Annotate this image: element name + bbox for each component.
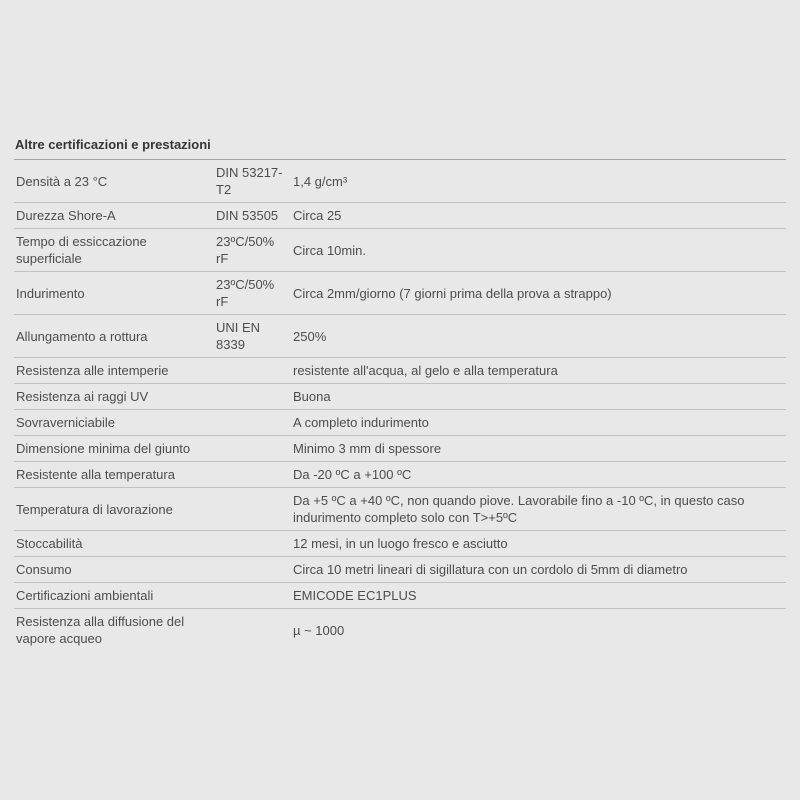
table-row <box>14 315 786 358</box>
table-row <box>14 203 786 229</box>
value-cell: 250% <box>293 315 786 358</box>
value-cell: Da -20 ºC a +100 ºC <box>293 462 786 488</box>
table-row <box>14 358 786 384</box>
norm-cell <box>216 531 293 557</box>
table-row <box>14 384 786 410</box>
property-cell: Densità a 23 °C <box>14 160 216 203</box>
table-row <box>14 462 786 488</box>
norm-cell <box>216 436 293 462</box>
table-row <box>14 488 786 531</box>
property-cell: Certificazioni ambientali <box>14 583 216 609</box>
value-cell: Minimo 3 mm di spessore <box>293 436 786 462</box>
property-cell: Resistente alla temperatura <box>14 462 216 488</box>
property-cell: Resistenza alle intemperie <box>14 358 216 384</box>
table-row <box>14 229 786 272</box>
property-cell: Resistenza ai raggi UV <box>14 384 216 410</box>
norm-cell <box>216 462 293 488</box>
value-cell: 12 mesi, in un luogo fresco e asciutto <box>293 531 786 557</box>
table-row <box>14 272 786 315</box>
property-cell: Durezza Shore-A <box>14 203 216 229</box>
norm-cell: UNI EN 8339 <box>216 315 293 358</box>
property-cell: Resistenza alla diffusione del vapore acqueo <box>16 614 185 646</box>
table-row <box>14 160 786 203</box>
value-cell: Circa 25 <box>293 203 786 229</box>
table-row <box>14 436 786 462</box>
spec-table-body <box>14 160 786 651</box>
norm-cell: DIN 53505 <box>216 203 293 229</box>
norm-cell <box>216 609 293 652</box>
table-row <box>14 557 786 583</box>
value-cell: Circa 2mm/giorno (7 giorni prima della prova a strappo) <box>293 272 786 315</box>
property-cell: Consumo <box>14 557 216 583</box>
norm-cell <box>216 557 293 583</box>
value-cell: resistente all'acqua, al gelo e alla temperatura <box>293 358 786 384</box>
table-row <box>14 410 786 436</box>
value-cell: µ ~ 1000 <box>293 622 345 638</box>
property-cell: Tempo di essiccazione superficiale <box>14 229 216 272</box>
value-cell: Buona <box>293 384 786 410</box>
table-row <box>14 609 786 652</box>
value-cell: Circa 10 metri lineari di sigillatura con un cordolo di 5mm di diametro <box>293 557 786 583</box>
value-cell: A completo indurimento <box>293 410 786 436</box>
property-cell: Dimensione minima del giunto <box>14 436 216 462</box>
norm-cell: 23ºC/50% rF <box>216 272 293 315</box>
property-cell: Allungamento a rottura <box>14 315 216 358</box>
norm-cell: 23ºC/50% rF <box>216 229 293 272</box>
value-cell: 1,4 g/cm³ <box>293 160 786 203</box>
spec-section <box>14 136 786 651</box>
table-row <box>14 531 786 557</box>
norm-cell <box>216 358 293 384</box>
property-cell: Sovraverniciabile <box>14 410 216 436</box>
norm-cell <box>216 488 293 531</box>
spec-table <box>14 160 786 651</box>
property-cell: Indurimento <box>14 272 216 315</box>
norm-cell <box>216 583 293 609</box>
property-cell: Temperatura di lavorazione <box>14 488 216 531</box>
table-row <box>14 583 786 609</box>
norm-cell <box>216 410 293 436</box>
section-title: Altre certificazioni e prestazioni <box>14 136 786 160</box>
value-cell: Da +5 ºC a +40 ºC, non quando piove. Lavorabile fino a -10 ºC, in questo caso indurimento completo solo con T>+5ºC <box>293 488 786 531</box>
norm-cell <box>216 384 293 410</box>
value-cell: Circa 10min. <box>293 229 786 272</box>
norm-cell: DIN 53217-T2 <box>216 160 293 203</box>
value-cell: EMICODE EC1PLUS <box>293 583 786 609</box>
property-cell: Stoccabilità <box>14 531 216 557</box>
